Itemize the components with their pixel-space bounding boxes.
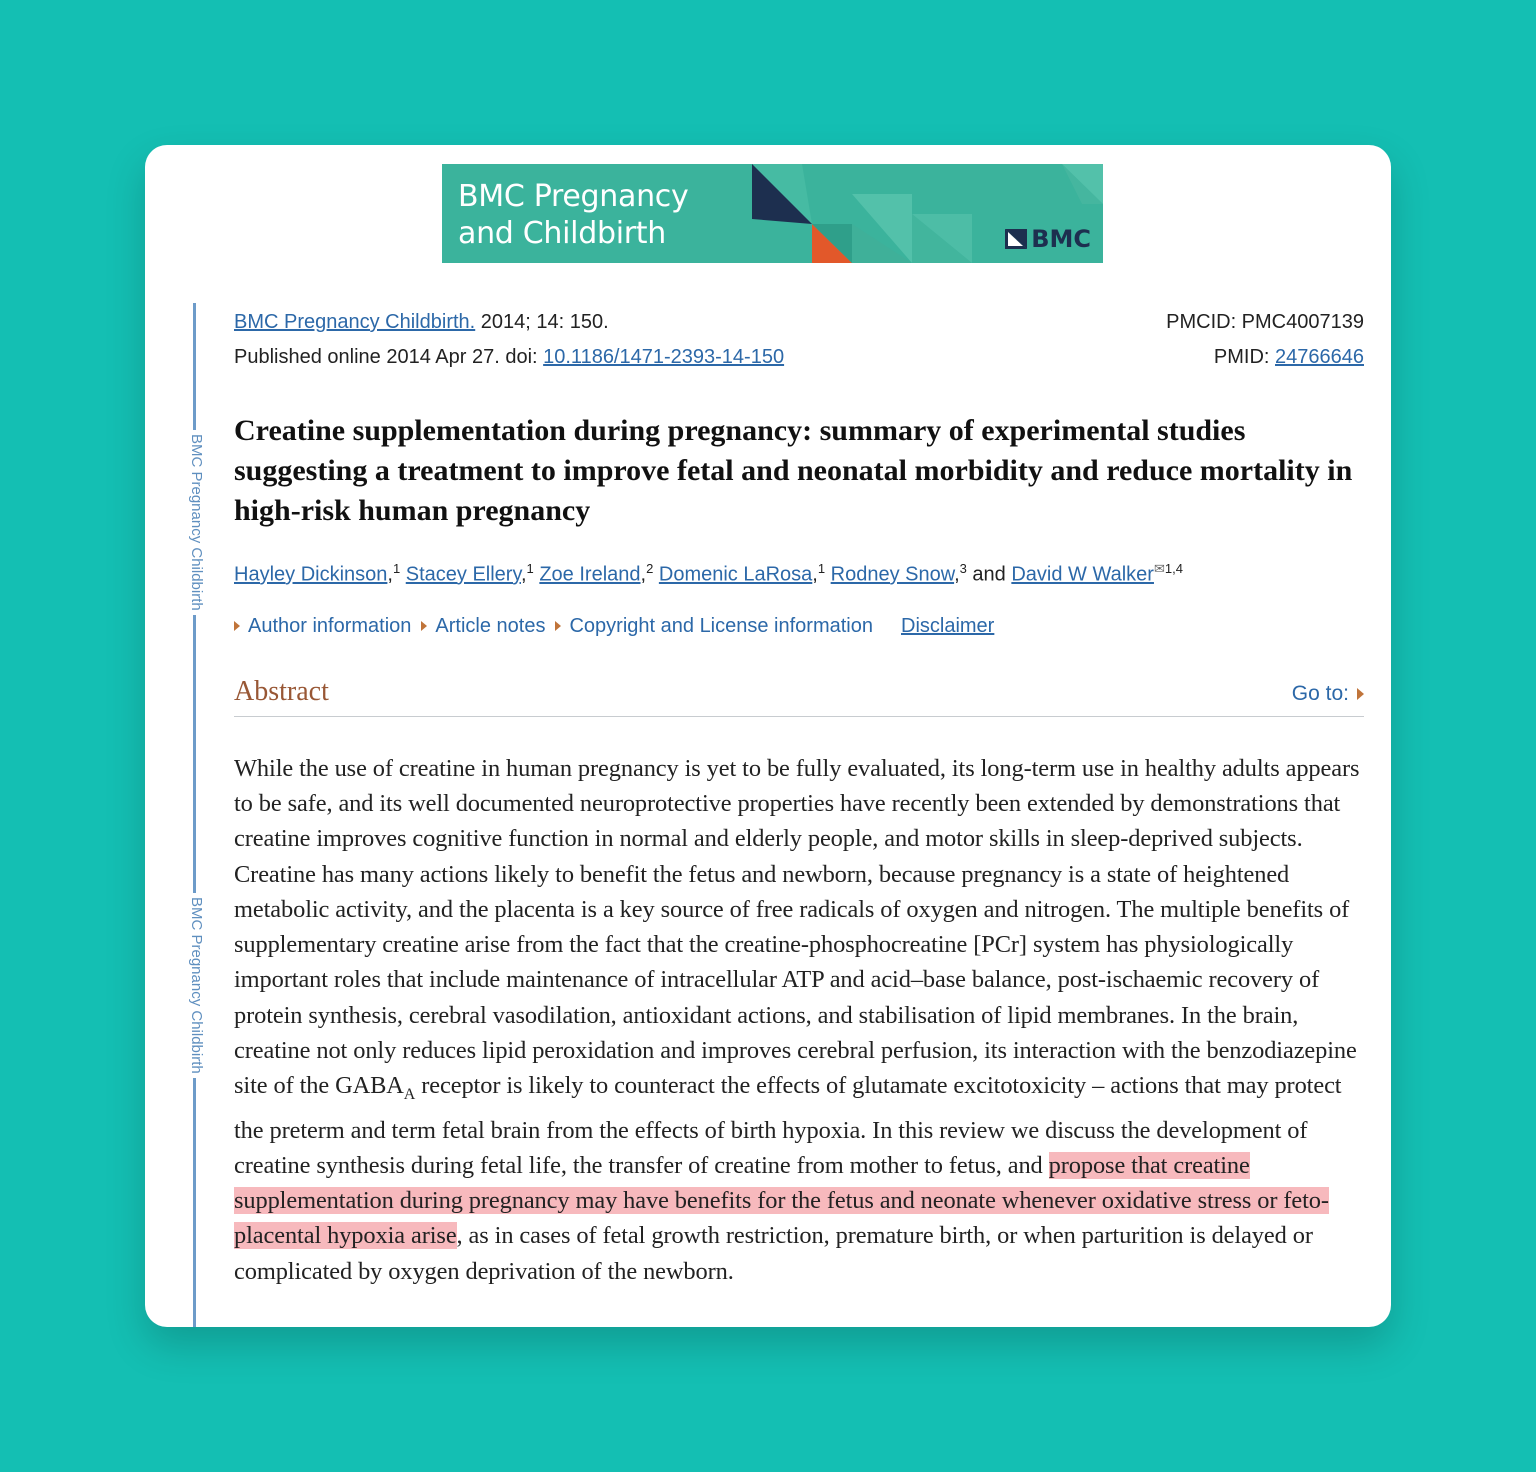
expand-triangle-icon — [234, 621, 240, 631]
abstract-part-2: receptor is likely to counteract the effects of glutamate excitotoxicity – actions that may protect the preterm and term fetal brain from the effects of birth hypoxia. In this review we discuss the development of creatine synthesis during fetal life, the transfer of creatine from mother to fetus, and — [234, 1072, 1342, 1179]
author-sep: , — [387, 563, 393, 586]
author-link[interactable]: Zoe Ireland — [539, 563, 641, 586]
email-icon[interactable]: ✉ — [1153, 561, 1165, 576]
expand-triangle-icon — [555, 621, 561, 631]
author-link[interactable]: David W Walker — [1011, 563, 1154, 586]
abstract-part-1: While the use of creatine in human pregnancy is yet to be fully evaluated, its long-term use in healthy adults appears to be safe, and its well documented neuroprotective properties have recently been extended by demonstrations that creatine improves cognitive function in normal and elderly people, and motor skills in sleep-deprived subjects. Creatine has many actions likely to benefit the fetus and newborn, because pregnancy is a state of heightened metabolic activity, and the placenta is a key source of free radicals of oxygen and nitrogen. The multiple benefits of supplementary creatine arise from the fact that the creatine-phosphocreatine [PCr] system has physiologically important roles that include maintenance of intracellular ATP and acid–base balance, post-ischaemic recovery of protein synthesis, cerebral vasodilation, antioxidant actions, and stabilisation of lipid membranes. In the brain, creatine not only reduces lipid peroxidation and improves cerebral perfusion, its interaction with the benzodiazepine site of the GABA — [234, 754, 1360, 1100]
goto-label: Go to: — [1291, 681, 1349, 705]
author-link[interactable]: Stacey Ellery — [405, 563, 521, 586]
author-link[interactable]: Domenic LaRosa — [658, 563, 813, 586]
expand-triangle-icon — [421, 621, 427, 631]
journal-link[interactable]: BMC Pregnancy Childbirth. — [234, 311, 476, 333]
journal-banner[interactable] — [442, 164, 1103, 263]
copyright-label: Copyright and License information — [569, 614, 873, 637]
pmid-link[interactable]: 24766646 — [1275, 346, 1364, 368]
banner-title-line1: BMC Pregnancy — [458, 179, 689, 214]
author-and: and — [966, 563, 1012, 586]
citation-meta — [234, 307, 1364, 377]
article-notes-toggle[interactable] — [421, 615, 545, 638]
author-affiliation: 3 — [959, 561, 967, 576]
goto-button[interactable] — [1292, 682, 1364, 706]
published-text: Published online 2014 Apr 27. doi: — [234, 346, 544, 368]
goto-arrow-icon — [1357, 688, 1364, 700]
abstract-text — [234, 751, 1364, 1289]
author-sep: , — [640, 563, 647, 586]
copyright-toggle[interactable] — [555, 615, 873, 638]
author-information-toggle[interactable] — [234, 615, 411, 638]
banner-title-line2: and Childbirth — [458, 216, 666, 251]
banner-title — [458, 178, 688, 252]
pmcid: PMCID: PMC4007139 — [1166, 311, 1364, 333]
author-sep: , — [520, 563, 527, 586]
author-affiliation: 1 — [392, 561, 401, 576]
bmc-logo-text: BMC — [1031, 225, 1091, 253]
article-notes-label: Article notes — [435, 614, 546, 637]
side-label-bottom: BMC Pregnancy Childbirth — [183, 893, 205, 1078]
author-sep: , — [812, 563, 818, 586]
author-link[interactable]: Rodney Snow — [830, 563, 955, 586]
author-affiliation: 2 — [646, 561, 654, 576]
abstract-heading: Abstract — [234, 675, 329, 707]
disclaimer-link[interactable]: Disclaimer — [901, 614, 995, 637]
author-affiliation: 1 — [817, 561, 826, 576]
abstract-header — [234, 675, 1364, 717]
article-title: Creatine supplementation during pregnancy: summary of experimental studies suggesting a treatment to improve fetal and neonatal morbidity and reduce mortality in high-risk human pregnancy — [234, 414, 1353, 527]
bmc-logo — [1005, 225, 1091, 253]
abstract-part-3: , as in cases of fetal growth restriction, premature birth, or when parturition is delayed or complicated by oxygen deprivation of the newborn. — [234, 1222, 1313, 1285]
author-sep: , — [954, 563, 960, 586]
article-info-links — [234, 615, 1364, 638]
author-link[interactable]: Hayley Dickinson — [234, 563, 388, 586]
author-information-label: Author information — [248, 614, 412, 637]
highlighted-text[interactable]: propose that creatine supplementation during pregnancy may have benefits for the fetus and neonate whenever oxidative stress or feto-placental hypoxia arise — [234, 1151, 1329, 1250]
doi-link[interactable]: 10.1186/1471-2393-14-150 — [543, 346, 785, 368]
side-label-top: BMC Pregnancy Childbirth — [183, 430, 205, 615]
bmc-triangle-icon — [1005, 229, 1027, 249]
author-affiliation: 1 — [526, 561, 534, 576]
volume-info: 2014; 14: 150. — [475, 311, 609, 333]
pmid-label: PMID: — [1213, 346, 1276, 368]
article-content — [234, 307, 1364, 1313]
gaba-subscript: A — [403, 1086, 416, 1104]
article-card — [145, 145, 1391, 1327]
author-affiliation: 1,4 — [1164, 561, 1183, 576]
author-list — [234, 555, 1364, 589]
